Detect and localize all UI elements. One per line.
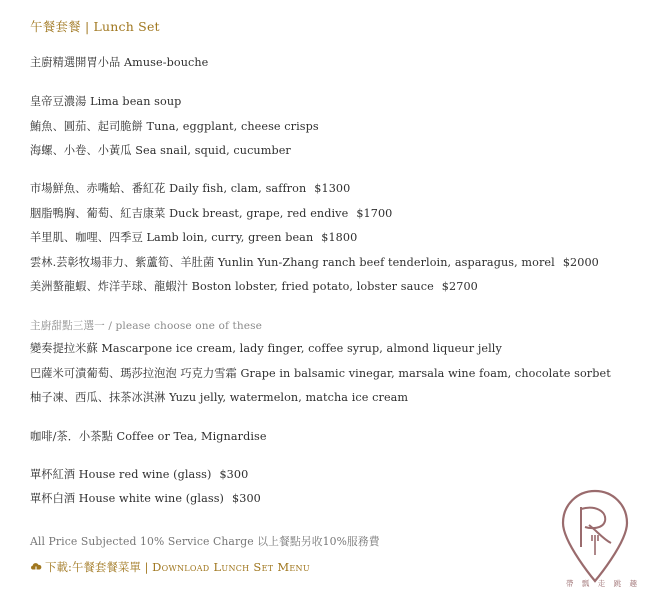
service-charge-note: All Price Subjected 10% Service Charge 以上餐點另收10%服務費 [30,535,380,548]
amuse-bouche: 主廚精選開胃小品 Amuse-bouche [30,56,209,69]
main-course-name: 市場鮮魚、赤嘴蛤、番紅花 Daily fish, clam, saffron [30,182,307,195]
main-course-price: $2000 [562,256,599,269]
download-label: Download Lunch Set Menu [152,560,310,574]
download-prefix: 下載:午餐套餐菜單 | [45,560,153,574]
starter-item: 皇帝豆濃湯 Lima bean soup [30,95,182,108]
main-course-item [30,254,599,270]
wine-item [30,490,261,506]
cloud-download-icon [30,562,42,572]
coffee-item: 咖啡/茶．小茶點 Coffee or Tea, Mignardise [30,430,267,443]
main-course-item [30,205,392,221]
main-course-item [30,180,350,196]
wine-price: $300 [219,468,249,481]
wine-name: 單杯白酒 House white wine (glass) [30,492,225,505]
download-menu-link[interactable] [30,559,310,575]
wine-name: 單杯紅酒 House red wine (glass) [30,468,212,481]
main-course-price: $2700 [441,280,478,293]
wine-item [30,466,248,482]
menu-title: 午餐套餐 | Lunch Set [30,19,160,34]
main-course-name: 羊里肌、咖哩、四季豆 Lamb loin, curry, green bean [30,231,314,244]
main-course-name: 美洲螯龍蝦、炸洋芋球、龍蝦汁 Boston lobster, fried potato, lobster sauce [30,280,434,293]
dessert-item: 巴薩米可漬葡萄、瑪莎拉泡泡 巧克力雪霜 Grape in balsamic vinegar, marsala wine foam, chocolate sorbet [30,367,611,380]
dessert-item: 柚子凍、西瓜、抹茶冰淇淋 Yuzu jelly, watermelon, matcha ice cream [30,391,409,404]
main-course-item [30,229,357,245]
starter-item: 鮪魚、圓茄、起司脆餅 Tuna, eggplant, cheese crisps [30,120,319,133]
main-course-name: 雲林.芸彰牧場菲力、紫蘆筍、羊肚菌 Yunlin Yun-Zhang ranch beef tenderloin, asparagus, morel [30,256,555,269]
dessert-item: 變奏提拉米蘇 Mascarpone ice cream, lady finger, coffee syrup, almond liqueur jelly [30,342,502,355]
dessert-heading: 主廚甜點三選一 / please choose one of these [30,320,263,332]
main-course-price: $1300 [314,182,351,195]
starter-item: 海螺、小卷、小黃瓜 Sea snail, squid, cucumber [30,144,291,157]
main-course-name: 胭脂鴨胸、葡萄、紅吉康菜 Duck breast, grape, red endive [30,207,349,220]
main-course-item [30,278,478,294]
main-course-price: $1800 [321,231,358,244]
logo-text: 帶 瓢 走 跳 趣 [566,579,641,588]
wine-price: $300 [232,492,261,505]
main-course-price: $1700 [356,207,393,220]
